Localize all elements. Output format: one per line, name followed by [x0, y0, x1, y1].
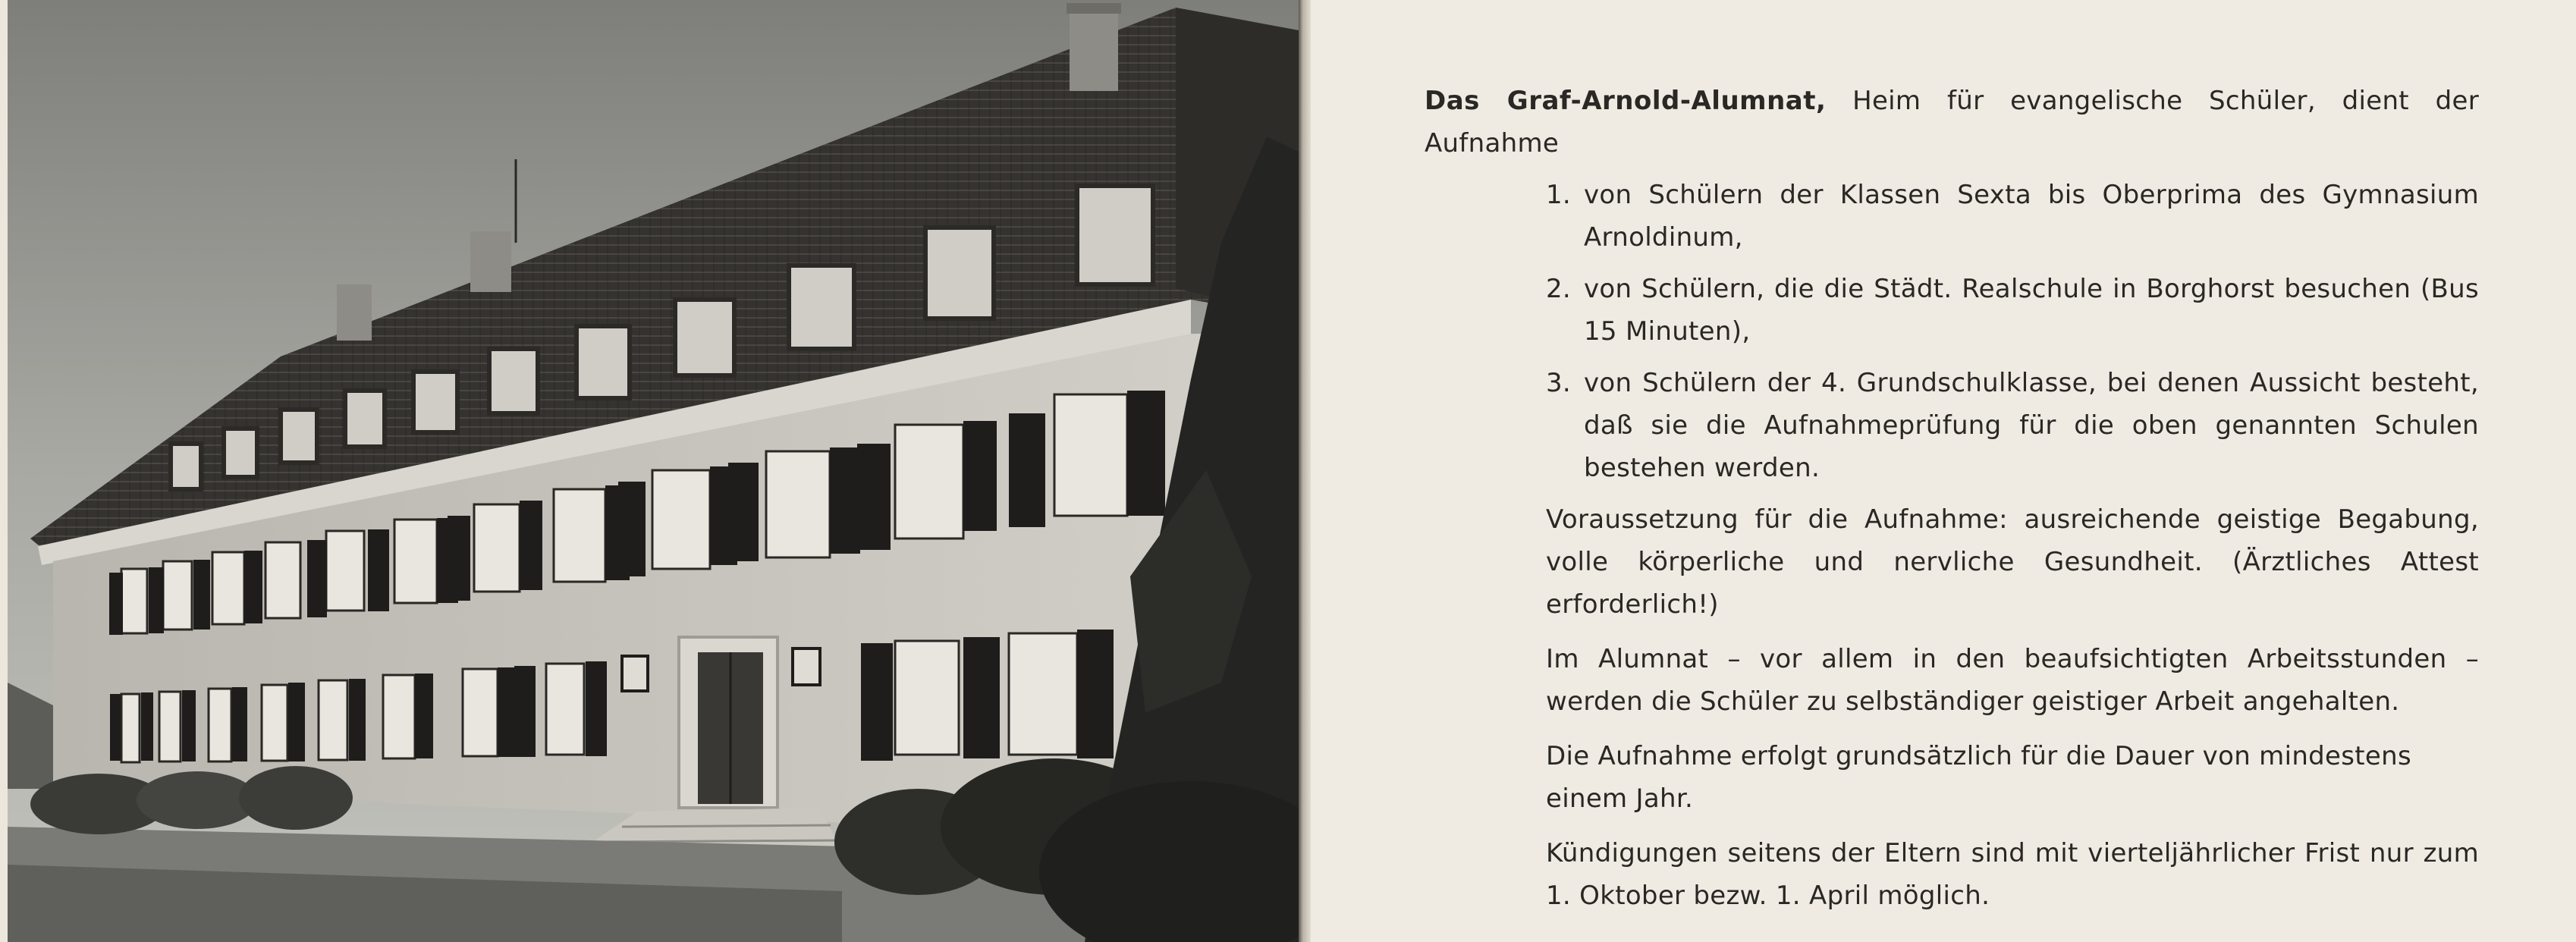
- info-text: [1425, 80, 2479, 929]
- cancellation-paragraph: Kündigungen seitens der Eltern sind mit vierteljährlicher Frist nur zum 1. Oktober bezw. 1. April möglich.: [1546, 838, 2479, 911]
- list-item: [1546, 174, 2479, 259]
- list-item: [1546, 362, 2479, 489]
- study-paragraph: Im Alumnat – vor allem in den beaufsichtigten Arbeitsstunden – werden die Schüler zu selbständiger geistiger Arbeit angehalten.: [1546, 644, 2479, 717]
- intro-paragraph: [1425, 80, 2479, 165]
- intro-text: Heim für evangelische Schüler, dient der Aufnahme: [1425, 86, 2479, 159]
- list-item-number: 2.: [1546, 274, 1572, 304]
- list-item-text: von Schülern, die die Städt. Realschule in Borghorst besuchen (Bus 15 Minuten),: [1584, 274, 2479, 347]
- building-photo-image: [8, 0, 1299, 942]
- requirements-paragraph: Voraussetzung für die Aufnahme: ausreichende geistige Begabung, volle körperliche und nervliche Gesundheit. (Ärztliches Attest erforderlich!): [1546, 504, 2479, 620]
- duration-paragraph: Die Aufnahme erfolgt grundsätzlich für die Dauer von mindestens einem Jahr.: [1546, 741, 2411, 814]
- list-item-text: von Schülern der 4. Grundschulklasse, bei denen Aussicht besteht, daß sie die Aufnahmeprüfung für die oben genannten Schulen bestehen werden.: [1584, 368, 2479, 483]
- list-item-text: von Schülern der Klassen Sexta bis Oberprima des Gymnasium Arnoldinum,: [1584, 180, 2479, 253]
- page-fold: [1299, 0, 1311, 942]
- info-page: [1311, 0, 2576, 942]
- admission-list: [1425, 174, 2479, 489]
- building-photo: [8, 0, 1299, 942]
- list-item: [1546, 268, 2479, 353]
- list-item-number: 3.: [1546, 368, 1572, 398]
- institution-name: Das Graf-Arnold-Alumnat,: [1425, 86, 1827, 116]
- list-item-number: 1.: [1546, 180, 1572, 210]
